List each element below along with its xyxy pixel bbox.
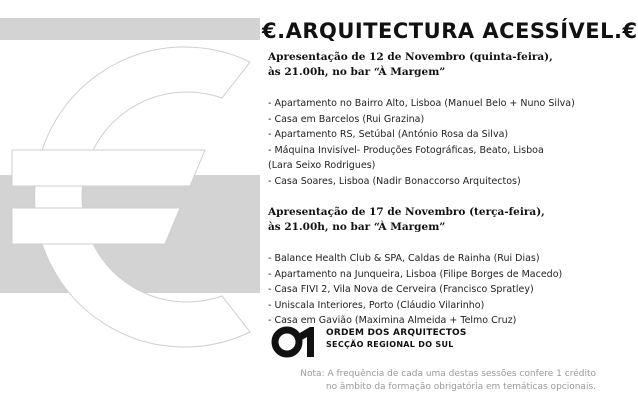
sessions-content	[268, 50, 598, 329]
ordem-arquitectos-logo-icon	[270, 325, 322, 359]
list-item: - Apartamento no Bairro Alto, Lisboa (Manuel Belo + Nuno Silva)	[268, 98, 575, 109]
ordem-arquitectos-logo	[270, 325, 510, 359]
list-item: (Lara Seixo Rodrigues)	[268, 160, 376, 171]
logo-organization-name: ORDEM DOS ARQUITECTOS	[326, 328, 467, 338]
session-12-nov	[268, 50, 598, 189]
euro-graphic-panel	[0, 0, 260, 400]
page-title: €.ARQUITECTURA ACESSÍVEL.€	[262, 19, 638, 43]
session-heading-line2: às 21.00h, no bar “À Margem”	[268, 221, 446, 233]
list-item: - Casa Soares, Lisboa (Nadir Bonaccorso Arquitectos)	[268, 175, 521, 187]
list-item: - Máquina Invisível- Produções Fotográficas, Beato, Lisboa	[268, 144, 544, 156]
session-project-list	[268, 96, 598, 189]
session-project-list	[268, 251, 598, 329]
note-line2: no âmbito da formação obrigatória em temáticas opcionais.	[325, 382, 596, 392]
session-heading-line2: às 21.00h, no bar “À Margem”	[268, 66, 446, 78]
list-item: - Apartamento na Junqueira, Lisboa (Filipe Borges de Macedo)	[268, 268, 563, 280]
list-item: - Apartamento RS, Setúbal (António Rosa da Silva)	[268, 129, 509, 140]
list-item: - Balance Health Club & SPA, Caldas de Rainha (Rui Dias)	[268, 253, 540, 264]
list-item: - Casa em Barcelos (Rui Grazina)	[268, 113, 425, 125]
session-heading-line1: Apresentação de 17 de Novembro (terça-feira),	[268, 206, 545, 218]
credit-note	[262, 368, 596, 394]
list-item: - Uniscala Interiores, Porto (Cláudio Vilarinho)	[268, 299, 485, 311]
session-heading-line1: Apresentação de 12 de Novembro (quinta-feira),	[268, 51, 553, 63]
list-item: - Casa FIVI 2, Vila Nova de Cerveira (Francisco Spratley)	[268, 284, 534, 295]
note-line1: Nota: A frequência de cada uma destas sessões confere 1 crédito	[300, 369, 596, 379]
session-17-nov	[268, 205, 598, 329]
euro-symbol-icon	[0, 0, 260, 400]
logo-section-name: SECÇÃO REGIONAL DO SUL	[326, 340, 454, 349]
list-item: - Casa em Gavião (Maximina Almeida + Telmo Cruz)	[268, 315, 517, 326]
